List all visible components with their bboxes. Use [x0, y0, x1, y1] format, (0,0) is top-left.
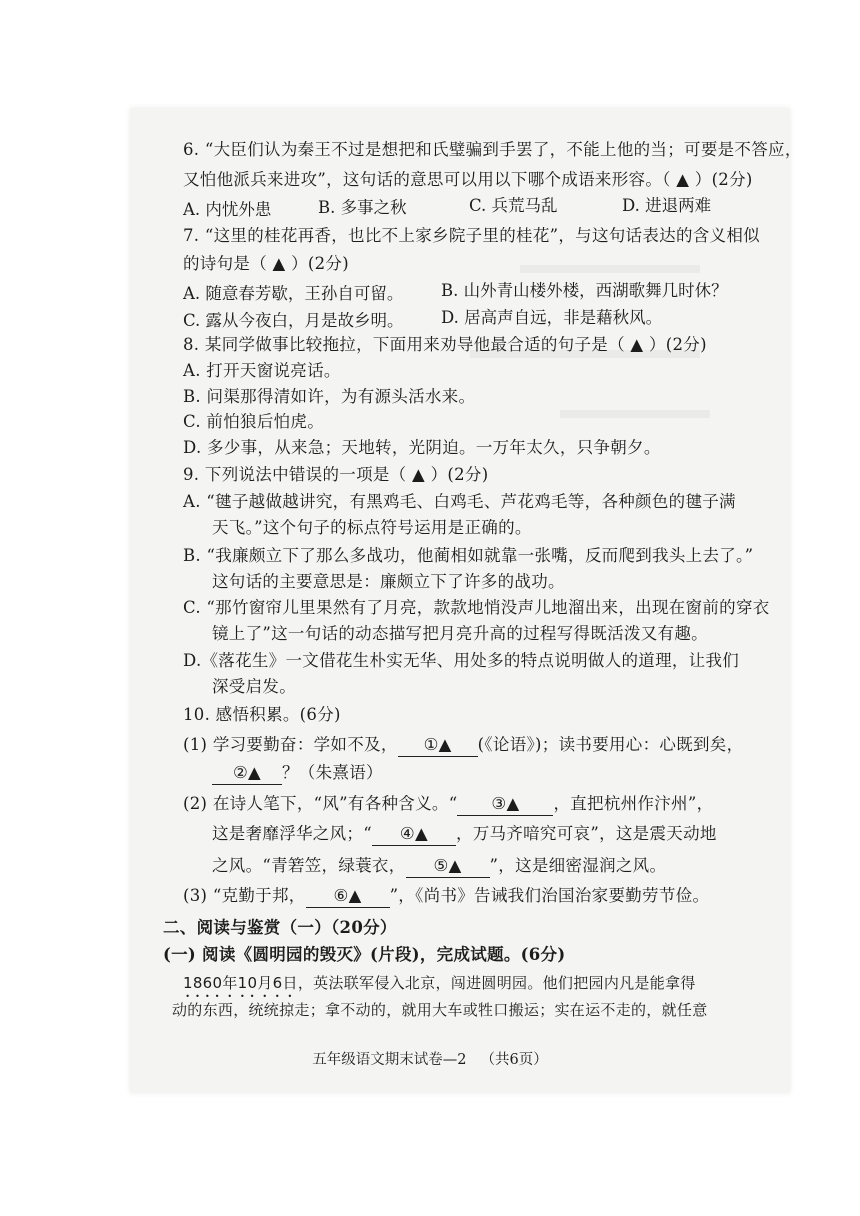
q6-line2: 又怕他派兵来进攻”，这句话的意思可以用以下哪个成语来形容。（ ▲ ）(2分) [183, 170, 753, 189]
answer-blank-1: ①▲ [398, 734, 478, 757]
section2-heading: 二、阅读与鉴赏（一）（20分） [163, 918, 397, 937]
passage-text-a: ，英法联军侵入北京，闯进圆明园。他们把园内凡是能拿得 [297, 974, 696, 992]
q7-option-b: B. 山外青山楼外楼，西湖歌舞几时休？ [441, 281, 728, 300]
q8-option-c: C. 前怕狼后怕虎。 [183, 412, 325, 431]
q7-line1: 7. “这里的桂花再香，也比不上家乡院子里的桂花”，与这句话表达的含义相似 [183, 226, 760, 245]
q6-option-c: C. 兵荒马乱 [469, 196, 558, 215]
q7-option-a: A. 随意春芳歇，王孙自可留。 [183, 284, 404, 303]
q7-option-c: C. 露从今夜白，月是故乡明。 [183, 311, 404, 330]
section2-subheading: (一) 阅读《圆明园的毁灭》(片段)，完成试题。(6分) [163, 945, 566, 964]
answer-blank-6: ⑥▲ [306, 885, 390, 908]
q8-option-d: D. 多少事，从来急；天地转，光阴迫。一万年太久，只争朝夕。 [183, 438, 661, 457]
passage-line1 [183, 972, 696, 1001]
q9-option-d-line2: 深受启发。 [212, 677, 296, 696]
q9-option-b-line1: B. “我廉颇立下了那么多战功，他蔺相如就靠一张嘴，反而爬到我头上去了。” [183, 546, 754, 565]
q10-part1-text-a: (1) 学习要勤奋：学如不及， [183, 735, 398, 754]
q9-option-b-line2: 这句话的主要意思是：廉颇立下了许多的战功。 [212, 572, 565, 591]
q10-part3-text-b: ”，《尚书》告诫我们治国治家要勤劳节俭。 [389, 886, 710, 905]
q10-part3-text-a: (3) “克勤于邦， [183, 886, 306, 905]
q10-part1-text-c: ？（朱熹语） [282, 763, 383, 782]
q9-option-a-line1: A. “毽子越做越讲究，有黑鸡毛、白鸡毛、芦花鸡毛等，各种颜色的毽子满 [183, 492, 736, 511]
q10-part2-line3 [212, 855, 666, 878]
q10-part2-line2 [212, 823, 717, 846]
passage-date: 1860年10月6日 [183, 974, 298, 992]
footer-label: 五年级语文期末试卷—2 [312, 1052, 467, 1068]
q10-part2-text-a: (2) 在诗人笔下，“风”有各种含义。“ [183, 794, 458, 813]
q6-option-b: B. 多事之秋 [318, 198, 407, 217]
q10-part1-line1 [183, 734, 743, 757]
q9-option-c-line2: 镜上了”这一句话的动态描写把月亮升高的过程写得既活泼又有趣。 [212, 624, 708, 643]
q9-line1: 9. 下列说法中错误的一项是（ ▲ ）(2分) [183, 465, 489, 484]
q9-option-d-line1: D.《落花生》一文借花生朴实无华、用处多的特点说明做人的道理，让我们 [183, 651, 740, 670]
answer-blank-2: ②▲ [212, 762, 282, 785]
q6-option-a: A. 内忧外患 [183, 200, 272, 219]
bleed-through [520, 265, 700, 273]
q10-part2-text-d: ，万马齐喑究可哀”，这是震天动地 [455, 824, 717, 843]
q10-part2-text-f: ”，这是细密湿润之风。 [489, 856, 667, 875]
q10-part1-text-b: (《论语》)；读书要用心：心既到矣， [477, 735, 744, 754]
passage-line2: 动的东西，统统掠走；拿不动的，就用大车或牲口搬运；实在运不走的，就任意 [172, 1001, 708, 1019]
q9-option-c-line1: C. “那竹窗帘儿里果然有了月亮，款款地悄没声儿地溜出来，出现在窗前的穿衣 [183, 598, 770, 617]
footer-page-count: （共6页） [480, 1052, 548, 1068]
q8-option-b: B. 问渠那得清如许，为有源头活水来。 [183, 387, 476, 406]
bleed-through [560, 410, 710, 418]
q6-option-d: D. 进退两难 [622, 196, 712, 215]
page-footer [0, 1048, 860, 1069]
answer-blank-5: ⑤▲ [406, 855, 490, 878]
answer-blank-3: ③▲ [457, 793, 553, 816]
q10-part2-text-b: ，直把杭州作汴州”， [553, 794, 714, 813]
q8-option-a: A. 打开天窗说亮话。 [183, 361, 341, 380]
q9-option-a-line2: 天飞。”这个句子的标点符号运用是正确的。 [212, 518, 532, 537]
q7-option-d: D. 居高声自远，非是藉秋风。 [441, 308, 663, 327]
q10-part2-text-c: 这是奢靡浮华之风；“ [212, 824, 372, 843]
q10-part1-line2 [212, 762, 383, 785]
q10-title: 10. 感悟积累。(6分) [183, 705, 341, 724]
q10-part3-line [183, 885, 709, 908]
q10-part2-line1 [183, 793, 713, 816]
q6-line1: 6. “大臣们认为秦王不过是想把和氏璧骗到手罢了，不能上他的当；可要是不答应， [183, 140, 802, 159]
q7-line2: 的诗句是（ ▲ ）(2分) [183, 254, 349, 273]
q8-line1: 8. 某同学做事比较拖拉，下面用来劝导他最合适的句子是（ ▲ ）(2分) [183, 335, 707, 354]
q10-part2-text-e: 之风。“青箬笠，绿蓑衣， [212, 856, 406, 875]
answer-blank-4: ④▲ [372, 823, 456, 846]
